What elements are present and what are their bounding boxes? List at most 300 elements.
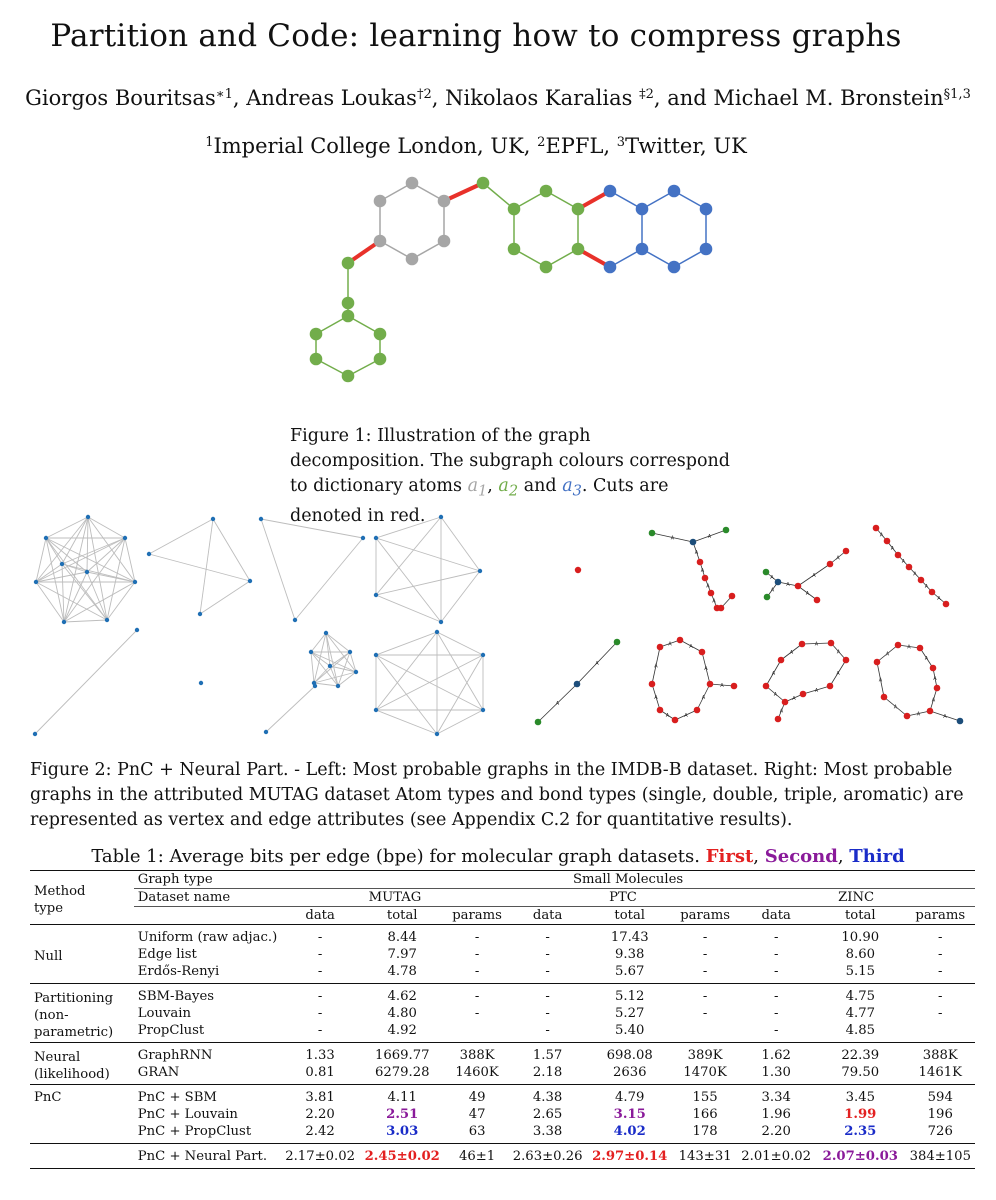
sample-edge <box>149 519 213 554</box>
table-cell: 2.17±0.02 <box>281 1144 359 1169</box>
sample-graph <box>374 515 482 624</box>
cut-edge <box>444 183 483 201</box>
table-cell: - <box>445 925 508 947</box>
header-method-type: Method type <box>30 871 134 925</box>
sample-edge <box>64 620 107 622</box>
table-row <box>30 1144 975 1169</box>
header-subcolumn: data <box>281 907 359 925</box>
table-cell <box>445 1022 508 1043</box>
table-cell: 2.07±0.03 <box>815 1144 905 1169</box>
sample-node <box>198 612 202 616</box>
table-cell: 3.38 <box>532 1124 563 1139</box>
sample-node <box>313 684 317 688</box>
graph-node <box>310 328 323 341</box>
sample-node <box>799 641 806 648</box>
bond-label: A <box>701 695 706 701</box>
table-cell: 4.92 <box>387 1023 417 1038</box>
sample-node <box>328 664 332 668</box>
sample-node <box>354 670 358 674</box>
method-name: PropClust <box>137 1023 205 1038</box>
graph-node <box>342 297 355 310</box>
table-cell: - <box>317 1006 323 1021</box>
sample-edge <box>295 538 363 620</box>
sample-node <box>133 580 137 584</box>
table-cell: 1.99 <box>844 1107 877 1122</box>
sample-edge <box>35 630 137 734</box>
sample-node <box>439 515 443 519</box>
table-cell: 4.62 <box>359 984 445 1006</box>
author-marker: †2 <box>416 86 432 102</box>
table-cell: 2.18 <box>532 1065 563 1080</box>
table-cell: 2.20 <box>761 1124 791 1139</box>
graph-node <box>342 257 355 270</box>
table-cell: - <box>773 1006 779 1021</box>
sample-node <box>927 708 934 715</box>
table-cell: - <box>474 947 480 962</box>
table-cell: 9.38 <box>615 947 645 962</box>
sample-node <box>336 684 340 688</box>
bond-label: A <box>890 546 895 552</box>
sample-graph <box>34 515 137 624</box>
sample-node <box>764 594 771 601</box>
sample-edge <box>376 595 441 622</box>
sample-node <box>33 732 37 736</box>
sample-node <box>44 536 48 540</box>
bond-label: A <box>812 573 816 579</box>
bond-label: A <box>814 641 819 648</box>
sample-node <box>535 719 542 726</box>
table-cell: 5.40 <box>615 1023 645 1038</box>
author-marker: ‡2 <box>639 86 654 102</box>
table-cell: 3.34 <box>737 1085 815 1107</box>
sample-node <box>873 525 880 532</box>
table-cell: 3.45 <box>815 1085 905 1107</box>
table-cell: 389K <box>673 1043 737 1065</box>
table-cell: 4.80 <box>387 1006 417 1021</box>
group-name: Neural (likelihood) <box>30 1043 134 1085</box>
table-cell: - <box>509 984 587 1006</box>
author-name: Andreas Loukas <box>246 86 417 110</box>
sample-node <box>814 597 821 604</box>
table-cell: 7.97 <box>387 947 417 962</box>
table-cell: - <box>545 947 550 962</box>
table-cell: 388K <box>445 1043 508 1065</box>
sample-node <box>677 637 684 644</box>
author-name: Michael M. Bronstein <box>713 86 944 110</box>
bond-label: A <box>670 535 675 542</box>
graph-node <box>604 261 617 274</box>
table-cell: 143±31 <box>673 1144 737 1169</box>
sample-node <box>614 639 621 646</box>
legend-first: First <box>705 846 754 867</box>
bond-label: A <box>836 649 841 656</box>
header-subcolumn: params <box>906 907 975 925</box>
table-cell: 6279.28 <box>374 1065 430 1080</box>
table-row <box>30 1005 975 1022</box>
sample-node <box>782 699 789 706</box>
sample-edge <box>261 519 363 538</box>
sample-node <box>731 683 738 690</box>
table-row <box>30 1106 975 1123</box>
table-cell: - <box>317 947 323 962</box>
graph-node <box>572 243 585 256</box>
method-name: PnC + PropClust <box>137 1124 252 1139</box>
method-name: GRAN <box>137 1065 180 1080</box>
sample-node <box>211 517 215 521</box>
graph-node <box>540 261 553 274</box>
method-name: PnC + Louvain <box>137 1107 238 1122</box>
bond-label: A <box>786 582 790 588</box>
atom-a3-label: $a_3$ <box>562 476 582 500</box>
table-cell: 47 <box>468 1107 486 1122</box>
affiliation-marker: 3 <box>616 134 626 150</box>
table-cell: 384±105 <box>906 1144 975 1169</box>
affiliation-marker: 2 <box>537 134 546 150</box>
graph-node <box>540 185 553 198</box>
table-cell: - <box>673 984 737 1006</box>
caption-text: . Cuts are denoted in red. <box>290 476 669 526</box>
author-list <box>0 86 996 110</box>
sample-node <box>904 713 911 720</box>
sample-edge <box>64 572 87 622</box>
table-cell: 1.33 <box>281 1043 359 1065</box>
sample-node <box>309 650 313 654</box>
header-subcolumn: data <box>509 907 587 925</box>
graph-node <box>636 243 649 256</box>
bond-label: A <box>720 683 724 689</box>
bond-label: A <box>689 644 693 650</box>
bond-label: A <box>773 692 778 698</box>
sample-edge <box>88 517 125 538</box>
header-dataset-name: MUTAG <box>281 889 509 907</box>
table-cell: 2.01±0.02 <box>737 1144 815 1169</box>
table-cell: 3.81 <box>281 1085 359 1107</box>
method-name: PnC + Neural Part. <box>134 1144 281 1169</box>
bond-label: A <box>770 587 775 594</box>
sample-node <box>435 732 439 736</box>
table-cell: 49 <box>445 1085 508 1107</box>
sample-edge <box>213 519 250 581</box>
author-marker: ∗1 <box>215 86 233 102</box>
table-cell: - <box>702 947 708 962</box>
caption-text: , <box>487 476 499 496</box>
table-cell: 5.15 <box>845 964 875 979</box>
table-cell: 8.60 <box>845 947 875 962</box>
sample-node <box>248 579 252 583</box>
sample-node <box>775 716 782 723</box>
sample-node <box>649 530 656 537</box>
sample-edge <box>376 517 441 538</box>
bond-label: A <box>704 666 708 672</box>
sample-edge <box>441 517 480 571</box>
sample-graph <box>763 548 850 604</box>
table-row <box>30 984 975 1006</box>
bond-label: A <box>792 696 796 702</box>
graph-node <box>604 185 617 198</box>
legend-second: Second <box>764 846 838 867</box>
sample-node <box>778 657 785 664</box>
header-subcolumn: data <box>737 907 815 925</box>
table-cell: 178 <box>692 1124 718 1139</box>
bond-label: A <box>555 701 560 707</box>
table-cell: 79.50 <box>841 1065 880 1080</box>
header-dataset-label: Dataset name <box>134 889 281 907</box>
table-cell: - <box>773 947 779 962</box>
table-cell: 3.15 <box>613 1107 646 1122</box>
table-cell: - <box>317 1023 323 1038</box>
sample-node <box>930 665 937 672</box>
affiliation: EPFL <box>545 134 604 158</box>
bond-label: A <box>771 671 776 677</box>
bond-label: A <box>779 708 784 715</box>
graph-node <box>700 243 713 256</box>
sample-node <box>105 618 109 622</box>
sample-node <box>795 583 802 590</box>
table-cell: 2.45±0.02 <box>359 1144 445 1169</box>
graph-node <box>342 310 355 323</box>
sample-node <box>478 569 482 573</box>
sample-node <box>702 575 709 582</box>
table-cell: 0.81 <box>305 1065 335 1080</box>
bond-label: A <box>814 688 819 694</box>
bond-label: A <box>878 677 883 684</box>
bond-label: A <box>706 583 710 590</box>
sample-edge <box>350 652 356 672</box>
table-cell: - <box>509 925 587 947</box>
sample-edge <box>200 581 250 614</box>
table-cell: - <box>702 1006 708 1021</box>
table-caption-text: Table 1: Average bits per edge (bpe) for molecular graph datasets. <box>91 846 700 867</box>
sample-node <box>649 681 656 688</box>
table-cell: 3.03 <box>386 1124 419 1139</box>
graph-node <box>374 353 387 366</box>
graph-node <box>668 185 681 198</box>
sample-node <box>348 650 352 654</box>
header-subcolumn: total <box>359 907 445 925</box>
table-cell: - <box>317 964 323 979</box>
method-name: SBM-Bayes <box>134 984 281 1006</box>
table-cell: 4.85 <box>845 1023 875 1038</box>
bond-label: A <box>924 584 929 590</box>
graph-node <box>342 370 355 383</box>
table-row <box>30 1043 975 1065</box>
sample-node <box>827 683 834 690</box>
sample-node <box>800 691 807 698</box>
bond-label: A <box>665 713 670 719</box>
sample-node <box>694 707 701 714</box>
sample-node <box>199 681 203 685</box>
sample-edge <box>376 538 480 571</box>
table-cell: 698.08 <box>587 1043 673 1065</box>
author-separator: , <box>232 86 247 110</box>
table-cell: 10.90 <box>815 925 905 947</box>
header-dataset-name: ZINC <box>737 889 975 907</box>
sample-edge <box>87 517 88 572</box>
author-name: Nikolaos Karalias <box>445 86 633 110</box>
bond-label: A <box>933 676 937 682</box>
bond-label: A <box>712 598 716 605</box>
table-cell: - <box>773 964 779 979</box>
sample-graph <box>874 642 964 725</box>
sample-node <box>827 561 834 568</box>
graph-node <box>374 235 387 248</box>
bond-label: A <box>684 713 688 719</box>
affiliations: $^1$Imperial College London, UK, $^2$EPFL, $^3$Twitter, UK <box>205 134 747 158</box>
table-row <box>30 946 975 963</box>
table-cell: 4.79 <box>587 1085 673 1107</box>
sample-node <box>672 717 679 724</box>
table-cell: 5.67 <box>615 964 645 979</box>
sample-node <box>657 644 664 651</box>
table-cell: 1.57 <box>509 1043 587 1065</box>
sample-node <box>690 539 697 546</box>
table-cell: 4.78 <box>387 964 417 979</box>
sample-node <box>943 601 950 608</box>
table-cell: 2.42 <box>305 1124 335 1139</box>
table-cell <box>673 1022 737 1043</box>
bond-label: A <box>943 714 947 720</box>
graph-node <box>636 203 649 216</box>
sample-graph <box>649 637 738 724</box>
method-name: Uniform (raw adjac.) <box>134 925 281 947</box>
atom-a1-label: $a_1$ <box>467 476 488 500</box>
sample-node <box>324 631 328 635</box>
method-name: GraphRNN <box>134 1043 281 1065</box>
table-row <box>30 1123 975 1144</box>
table-cell: 388K <box>906 1043 975 1065</box>
bond-label: A <box>805 591 810 597</box>
table-cell: 8.44 <box>359 925 445 947</box>
sample-edge <box>87 572 107 620</box>
table-cell: 2.65 <box>532 1107 563 1122</box>
table-cell: 4.75 <box>815 984 905 1006</box>
bond-label: A <box>707 534 712 540</box>
author-separator: , and <box>653 86 714 110</box>
author-separator: , <box>431 86 446 110</box>
sample-node <box>123 536 127 540</box>
graph-node <box>310 353 323 366</box>
table-cell: - <box>906 984 975 1006</box>
table-row <box>30 963 975 984</box>
bond-label: A <box>879 532 884 539</box>
sample-graph <box>649 527 730 612</box>
sample-node <box>957 718 964 725</box>
table-row <box>30 1064 975 1085</box>
table-cell: 2.63±0.26 <box>509 1144 587 1169</box>
table-cell: 594 <box>906 1085 975 1107</box>
sample-node <box>481 708 485 712</box>
table-cell: 4.38 <box>509 1085 587 1107</box>
table-cell: 1460K <box>455 1065 499 1080</box>
sample-node <box>729 593 736 600</box>
table-cell: 196 <box>927 1107 953 1122</box>
graph-node <box>374 328 387 341</box>
sample-edge <box>330 652 350 666</box>
sample-graph <box>33 628 139 736</box>
header-subcolumn: params <box>445 907 508 925</box>
bond-label: A <box>595 661 599 667</box>
author-marker: §1,3 <box>943 86 971 102</box>
table-row <box>30 925 975 947</box>
bond-label: A <box>694 550 699 556</box>
table-cell: - <box>906 925 975 947</box>
sample-node <box>293 618 297 622</box>
sample-edge <box>314 683 338 686</box>
table-row <box>30 1022 975 1043</box>
header-graph-type-label: Graph type <box>134 871 281 889</box>
sample-node <box>264 730 268 734</box>
bond-label: A <box>668 641 672 648</box>
sample-edge <box>200 519 213 614</box>
table-cell: 1470K <box>683 1065 727 1080</box>
sample-node <box>135 628 139 632</box>
legend-third: Third <box>849 846 905 867</box>
sample-graph <box>199 681 203 685</box>
bond-label: A <box>654 695 658 701</box>
sample-edge <box>266 686 315 732</box>
table-cell: 4.02 <box>613 1124 646 1139</box>
header-dataset-name: PTC <box>509 889 738 907</box>
caption-text: Figure 1: Illustration of the graph decomposition. The subgraph colours correspond to dictionary atoms <box>290 426 730 496</box>
table-cell: - <box>702 964 708 979</box>
table-cell: - <box>474 1006 480 1021</box>
graph-node <box>406 253 419 266</box>
sample-node <box>843 657 850 664</box>
sample-node <box>86 515 90 519</box>
sample-node <box>657 707 664 714</box>
sample-node <box>374 653 378 657</box>
sample-node <box>699 649 706 656</box>
sample-node <box>718 605 725 612</box>
sample-node <box>906 564 913 571</box>
sample-node <box>884 538 891 545</box>
sample-node <box>917 645 924 652</box>
table-cell: - <box>445 984 508 1006</box>
table-cell: 5.12 <box>587 984 673 1006</box>
table-cell: 5.27 <box>615 1006 645 1021</box>
graph-node <box>700 203 713 216</box>
bond-label: A <box>931 697 936 704</box>
sample-node <box>575 567 581 573</box>
group-name: PnC <box>30 1085 134 1144</box>
sample-node <box>259 517 263 521</box>
figure2-graphs <box>0 500 996 750</box>
affiliation-marker: 1 <box>205 134 214 150</box>
table-cell: 4.11 <box>359 1085 445 1107</box>
sample-node <box>918 577 925 584</box>
sample-graph <box>763 640 850 723</box>
table-cell: - <box>938 947 943 962</box>
table-cell: 1461K <box>918 1065 962 1080</box>
header-graph-type-value: Small Molecules <box>281 871 975 889</box>
table-cell: 1669.77 <box>359 1043 445 1065</box>
bond-label: A <box>901 559 906 565</box>
table-cell: - <box>545 1023 550 1038</box>
figure1-graph <box>290 168 730 388</box>
table-cell: - <box>545 1006 550 1021</box>
header-empty <box>134 907 281 925</box>
sample-graph <box>575 567 581 573</box>
sample-graph <box>259 517 365 622</box>
table-cell: - <box>737 925 815 947</box>
graph-node <box>438 235 451 248</box>
table-cell: - <box>673 925 737 947</box>
sample-graph <box>147 517 252 616</box>
sample-node <box>929 589 936 596</box>
table-cell <box>906 1022 975 1043</box>
sample-node <box>374 708 378 712</box>
table-cell: 2.97±0.14 <box>587 1144 673 1169</box>
